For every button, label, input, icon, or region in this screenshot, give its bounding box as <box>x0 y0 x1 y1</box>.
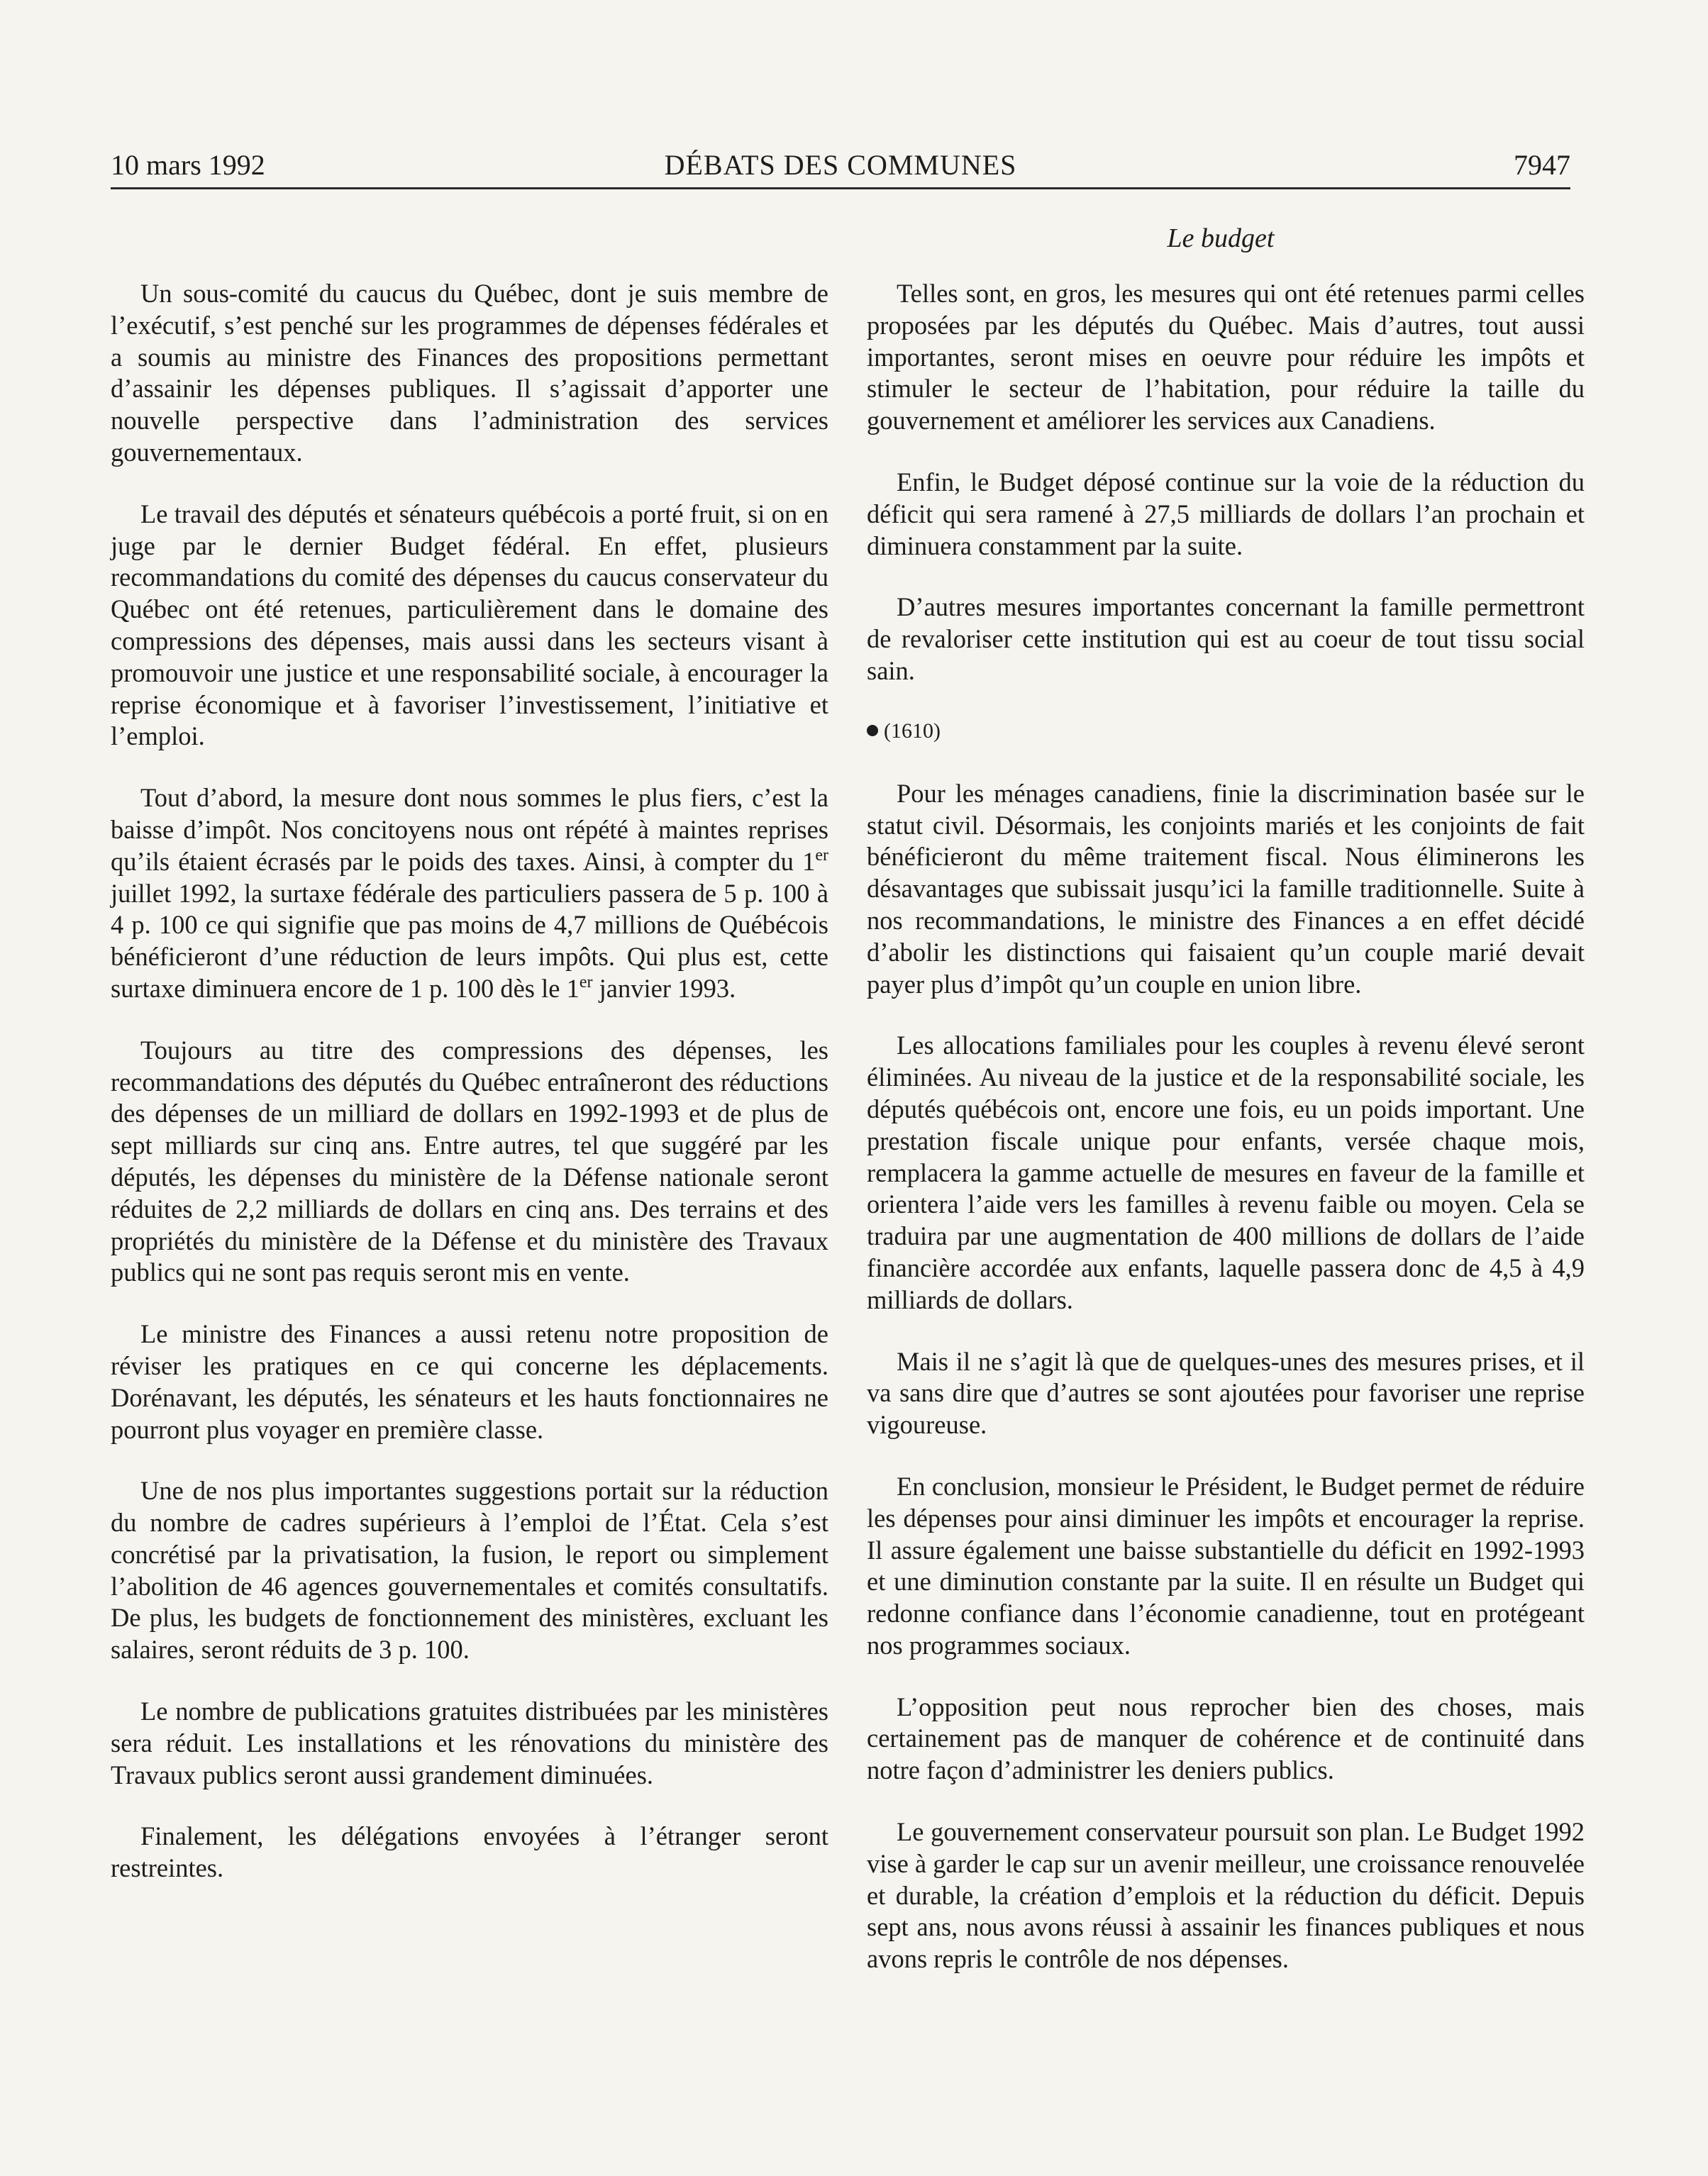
header-date: 10 mars 1992 <box>111 149 265 181</box>
time-marker <box>867 717 1585 745</box>
right-column <box>867 278 1585 2005</box>
paragraph: Une de nos plus importantes suggestions portait sur la réduction du nombre de cadres supérieurs à l’emploi de l’État. Cela s’est concrétisé par la privatisation, la fusion, le report ou simplement l’abolition de 46 agences gouvernementales et comités consultatifs. De plus, les budgets de fonctionnement des ministères, excluant les salaires, seront réduits de 3 p. 100. <box>111 1476 828 1665</box>
bullet-icon <box>867 725 878 736</box>
paragraph: Toujours au titre des compressions des dépenses, les recommandations des députés du Québec entraîneront des réductions des dépenses de un milliard de dollars en 1992-1993 et de plus de sept milliards sur cinq ans. Entre autres, tel que suggéré par les députés, les dépenses du ministère de la Défense nationale seront réduites de 2,2 milliards de dollars en cinq ans. Des terrains et des propriétés du ministère de la Défense et du ministère des Travaux publics qui ne sont pas requis seront mis en vente. <box>111 1035 828 1287</box>
paragraph: Le ministre des Finances a aussi retenu notre proposition de réviser les pratiques en ce qui concerne les déplacements. Dorénavant, les députés, les sénateurs et les hauts fonctionnaires ne pourront plus voyager en première classe. <box>111 1319 828 1444</box>
paragraph: Le gouvernement conservateur poursuit son plan. Le Budget 1992 vise à garder le cap sur un avenir meilleur, une croissance renouvelée et durable, la création d’emplois et la réduction du déficit. Depuis sept ans, nous avons réussi à assainir les finances publiques et nous avons repris le contrôle de nos dépenses. <box>867 1817 1585 1974</box>
header-page-number: 7947 <box>1514 149 1570 181</box>
time-marker-text: (1610) <box>884 718 941 743</box>
paragraph: Finalement, les délégations envoyées à l’étranger seront restreintes. <box>111 1821 828 1883</box>
paragraph: Telles sont, en gros, les mesures qui ont été retenues parmi celles proposées par les députés du Québec. Mais d’autres, tout aussi importantes, seront mises en oeuvre pour réduire les impôts et stimuler le secteur de l’habitation, pour réduire la taille du gouvernement et améliorer les services aux Canadiens. <box>867 279 1585 435</box>
paragraph: Mais il ne s’agit là que de quelques-unes des mesures prises, et il va sans dire que d’autres se sont ajoutées pour favoriser une reprise vigoureuse. <box>867 1346 1585 1440</box>
paragraph: L’opposition peut nous reprocher bien des choses, mais certainement pas de manquer de cohérence et de continuité dans notre façon d’administrer les deniers publics. <box>867 1692 1585 1785</box>
superscript: er <box>579 972 593 992</box>
paragraph-text: juillet 1992, la surtaxe fédérale des particuliers passera de 5 p. 100 à 4 p. 100 ce qui signifie que pas moins de 4,7 millions de Québécois bénéficieront d’une réduction de leurs impôts. Qui plus est, cette surtaxe diminuera encore de 1 p. 100 dès le 1 <box>111 878 828 1003</box>
paragraph: Le travail des députés et sénateurs québécois a porté fruit, si on en juge par le dernier Budget fédéral. En effet, plusieurs recommandations du comité des dépenses du caucus conservateur du Québec ont été retenues, particulièrement dans le domaine des compressions des dépenses, mais aussi dans les secteurs visant à promouvoir une justice et une responsabilité sociale, à encourager la reprise économique et à favoriser l’investissement, l’initiative et l’emploi. <box>111 499 828 751</box>
superscript: er <box>815 845 828 865</box>
paragraph-text: janvier 1993. <box>592 973 736 1003</box>
paragraph: Les allocations familiales pour les couples à revenu élevé seront éliminées. Au niveau de la justice et de la responsabilité sociale, les députés québécois ont, encore une fois, eu un poids important. Une prestation fiscale unique pour enfants, versée chaque mois, remplacera la gamme actuelle de mesures en faveur de la famille et orientera l’aide vers les familles à revenu faible ou moyen. Cela se traduira par une augmentation de 400 millions de dollars de l’aide financière accordée aux enfants, laquelle passera donc de 4,5 à 4,9 milliards de dollars. <box>867 1031 1585 1314</box>
paragraph-text: Tout d’abord, la mesure dont nous sommes le plus fiers, c’est la baisse d’impôt. Nos concitoyens nous ont répété à maintes reprises qu’ils étaient écrasés par le poids des taxes. Ainsi, à compter du 1 <box>111 783 828 876</box>
page-header <box>111 148 1570 189</box>
paragraph: Enfin, le Budget déposé continue sur la voie de la réduction du déficit qui sera ramené à 27,5 milliards de dollars l’an prochain et diminuera constamment par la suite. <box>867 467 1585 560</box>
paragraph: Un sous-comité du caucus du Québec, dont je suis membre de l’exécutif, s’est penché sur les programmes de dépenses fédérales et a soumis au ministre des Finances des propositions permettant d’assainir les dépenses publiques. Il s’agissait d’apporter une nouvelle perspective dans l’administration des services gouvernementaux. <box>111 279 828 467</box>
header-publication-title: DÉBATS DES COMMUNES <box>664 149 1017 181</box>
paragraph: Pour les ménages canadiens, finie la discrimination basée sur le statut civil. Désormais, les conjoints mariés et les conjoints de fait bénéficieront du même traitement fiscal. Nous éliminerons les désavantages que subissait jusqu’ici la famille traditionnelle. Suite à nos recommandations, le ministre des Finances a en effet décidé d’abolir les distinctions qui faisaient qu’un couple marié devait payer plus d’impôt qu’un couple en union libre. <box>867 778 1585 999</box>
paragraph: En conclusion, monsieur le Président, le Budget permet de réduire les dépenses pour ainsi diminuer les impôts et encourager la reprise. Il assure également une baisse substantielle du déficit en 1992-1993 et une diminution constante par la suite. Il en résulte un Budget qui redonne confiance dans l’économie canadienne, tout en protégeant nos programmes sociaux. <box>867 1471 1585 1660</box>
paragraph: D’autres mesures importantes concernant la famille permettront de revaloriser cette institution qui est au coeur de tout tissu social sain. <box>867 592 1585 685</box>
section-title: Le budget <box>1167 223 1275 253</box>
left-column <box>111 278 828 1914</box>
paragraph: Le nombre de publications gratuites distribuées par les ministères sera réduit. Les installations et les rénovations du ministère des Travaux publics seront aussi grandement diminuées. <box>111 1697 828 1789</box>
paragraph <box>111 782 828 1005</box>
